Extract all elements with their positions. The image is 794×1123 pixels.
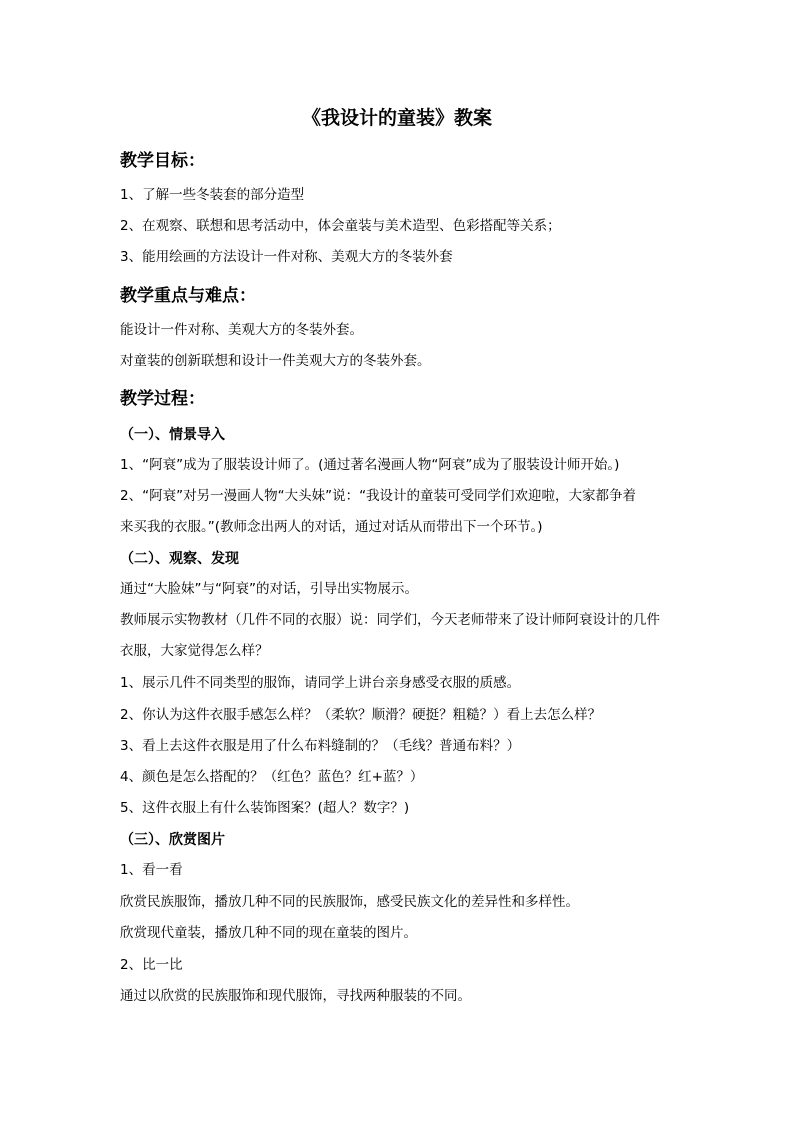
part2-line-8: 5、这件衣服上有什么装饰图案？(超人？数字？): [120, 800, 410, 816]
part1-line-1: 1、“阿衰”成为了服装设计师了。(通过著名漫画人物“阿衰”成为了服装设计师开始。): [120, 457, 620, 473]
part2-line-4: 1、展示几件不同类型的服饰，请同学上讲台亲身感受衣服的质感。: [120, 675, 521, 691]
goal-item-1: 1、了解一些冬装套的部分造型: [120, 187, 305, 203]
goals-heading: 教学目标：: [120, 151, 205, 171]
part1-line-3: 来买我的衣服。”(教师念出两人的对话，通过对话从而带出下一个环节。): [120, 519, 543, 535]
part3-line-1: 1、看一看: [120, 862, 183, 878]
part2-heading: （二）、观察、发现: [120, 551, 239, 567]
part2-line-5: 2、你认为这件衣服手感怎么样？（柔软？顺滑？硬挺？粗糙？）看上去怎么样？: [120, 707, 602, 723]
part3-heading: （三）、欣赏图片: [120, 832, 225, 848]
part3-line-2: 欣赏民族服饰，播放几种不同的民族服饰，感受民族文化的差异性和多样性。: [120, 894, 579, 910]
process-heading: 教学过程：: [120, 389, 205, 409]
part1-line-2: 2、“阿衰”对另一漫画人物“大头妹”说：“我设计的童装可受同学们欢迎啦，大家都争着: [120, 488, 637, 504]
part2-line-3: 衣服，大家觉得怎么样？: [120, 643, 269, 659]
part2-line-7: 4、颜色是怎么搭配的？（红色？蓝色？红+蓝？）: [120, 769, 424, 785]
focus-heading: 教学重点与难点：: [120, 286, 256, 306]
part2-line-6: 3、看上去这件衣服是用了什么布料缝制的？（毛线？普通布料？）: [120, 738, 521, 754]
part2-line-2: 教师展示实物教材（几件不同的衣服）说：同学们，今天老师带来了设计师阿衰设计的几件: [120, 612, 660, 628]
focus-item-2: 对童装的创新联想和设计一件美观大方的冬装外套。: [120, 353, 431, 369]
part2-line-1: 通过“大脸妹”与“阿衰”的对话，引导出实物展示。: [120, 581, 418, 597]
part3-line-3: 欣赏现代童装，播放几种不同的现在童装的图片。: [120, 925, 417, 941]
focus-item-1: 能设计一件对称、美观大方的冬装外套。: [120, 322, 363, 338]
part3-line-4: 2、比一比: [120, 957, 183, 973]
part3-line-5: 通过以欣赏的民族服饰和现代服饰，寻找两种服装的不同。: [120, 988, 471, 1004]
page-title: 《我设计的童装》教案: [301, 107, 492, 129]
goal-item-2: 2、在观察、联想和思考活动中，体会童装与美术造型、色彩搭配等关系；: [120, 218, 561, 234]
goal-item-3: 3、能用绘画的方法设计一件对称、美观大方的冬装外套: [120, 249, 453, 265]
part1-heading: （一）、情景导入: [120, 427, 225, 443]
